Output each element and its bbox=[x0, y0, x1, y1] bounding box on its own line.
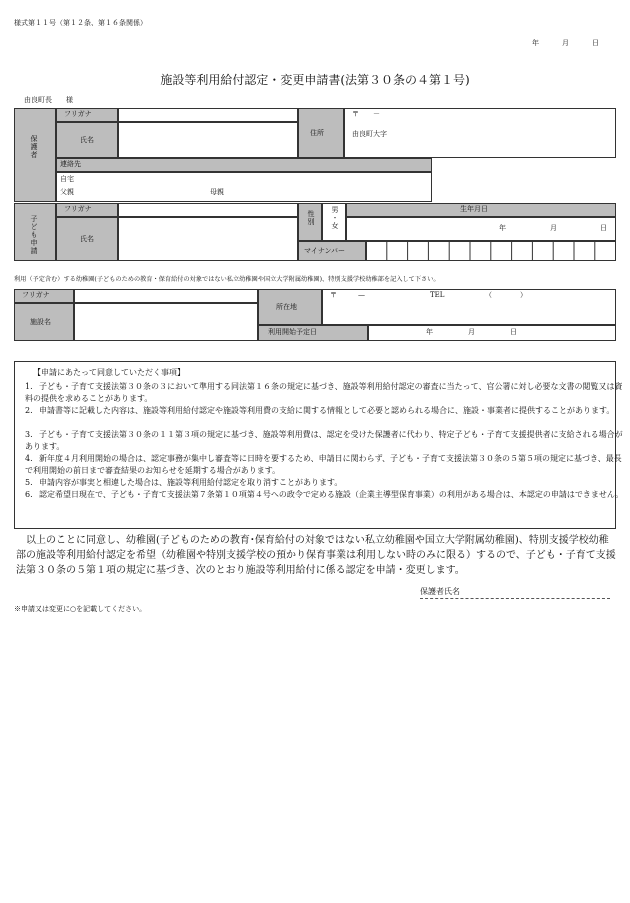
footnote: ※申請又は変更に○を記載してください。 bbox=[14, 605, 147, 613]
birth-day: 日 bbox=[600, 224, 607, 232]
father-phone-label: 父親 bbox=[60, 188, 74, 196]
birth-month: 月 bbox=[550, 224, 557, 232]
child-furigana-label: フリガナ bbox=[64, 205, 92, 213]
signature-line[interactable] bbox=[420, 588, 610, 599]
consent-item-text: 認定希望日現在で、子ども・子育て支援法第７条第１０項第４号への政令で定める施設（企業主導型保育事業）の利用がある場合は、本認定の申請はできません。 bbox=[39, 490, 624, 499]
home-phone-label: 自宅 bbox=[60, 175, 74, 183]
start-date-label: 利用開始予定日 bbox=[268, 328, 317, 336]
contact-field[interactable] bbox=[56, 172, 432, 202]
date-year: 年 bbox=[532, 39, 539, 47]
mother-phone-label: 母親 bbox=[210, 188, 224, 196]
child-name-label: 氏名 bbox=[80, 235, 94, 243]
gender-label: 性別 bbox=[307, 210, 315, 226]
facility-furigana-label: フリガナ bbox=[22, 291, 50, 299]
consent-item-text: 新年度４月利用開始の場合は、認定事務が集中し審査等に日時を要するため、申請日に関わらず、子ども・子育て支援法第３０条の５第５項の規定に基づき、最長で利用開始の前日まで審査結果のお知らせを延期する場合があります。 bbox=[25, 454, 622, 475]
form-number: 様式第１１号（第１２条、第１６条関係） bbox=[14, 19, 147, 27]
consent-item-number: 5. bbox=[25, 478, 33, 487]
declaration-text: 以上のことに同意し、幼稚園(子どものための教育･保育給付の対象ではない私立幼稚園や国立大学附属幼稚園)、特別支援学校幼稚部の施設等利用給付認定を希望（幼稚園や特別支援学校の預かり保育事業は利用しない時のみに限る）するので、子ども・子育て支援法第３０条の５第１項の規定に基づき、次のとおり施設等利用給付に係る認定を申請・変更します。 bbox=[16, 535, 616, 576]
consent-item-number: 4. bbox=[25, 454, 33, 463]
start-day: 日 bbox=[510, 328, 517, 336]
location-field[interactable] bbox=[322, 289, 616, 325]
consent-item-number: 6. bbox=[25, 490, 33, 499]
my-number-digit-grid bbox=[366, 241, 616, 261]
consent-item-text: 申請内容が事実と相違した場合は、施設等利用給付認定を取り消すことがあります。 bbox=[39, 478, 343, 487]
birthdate-label: 生年月日 bbox=[460, 205, 488, 213]
addressee: 由良町長 様 bbox=[24, 96, 73, 104]
start-date-field[interactable] bbox=[368, 325, 616, 341]
child-section-label: 子ども申請 bbox=[30, 215, 38, 255]
consent-item bbox=[25, 453, 625, 477]
start-month: 月 bbox=[468, 328, 475, 336]
consent-item bbox=[25, 381, 625, 405]
consent-item bbox=[25, 429, 625, 453]
child-name-field[interactable] bbox=[118, 217, 298, 261]
tel-label: TEL bbox=[430, 291, 445, 299]
guardian-furigana-field[interactable] bbox=[118, 108, 298, 122]
guardian-section-label: 保護者 bbox=[30, 135, 38, 159]
guardian-furigana-label: フリガナ bbox=[64, 110, 92, 118]
consent-item-text: 子ども・子育て支援法第３０条の１１第３項の規定に基づき、施設等利用費は、認定を受けた保護者に代わり、特定子ども・子育て支援提供者に支給される場合があります。 bbox=[25, 430, 623, 451]
birthdate-field[interactable] bbox=[346, 217, 616, 241]
my-number-label: マイナンバー bbox=[304, 247, 346, 255]
date-day: 日 bbox=[592, 39, 599, 47]
facility-name-label: 施設名 bbox=[30, 318, 51, 326]
consent-box bbox=[14, 361, 624, 529]
start-year: 年 bbox=[426, 328, 433, 336]
contact-label: 連絡先 bbox=[60, 160, 81, 168]
location-postal: 〒 — bbox=[330, 291, 365, 299]
facility-name-field[interactable] bbox=[74, 303, 258, 341]
guardian-name-label: 氏名 bbox=[80, 136, 94, 144]
consent-item-text: 子ども・子育て支援法第３０条の３において準用する同法第１６条の規定に基づき、施設等利用給付認定の審査に当たって、官公署に対し必要な文書の閲覧又は資料の提供を求めることがあります。 bbox=[25, 382, 623, 403]
date-month: 月 bbox=[562, 39, 569, 47]
facility-note: 利用（予定含む）する幼稚園(子どものための教育・保育給付の対象ではない私立幼稚園や国立大学附属幼稚園)、特別支援学校幼稚部を記入して下さい。 bbox=[14, 276, 440, 283]
birth-year: 年 bbox=[499, 224, 506, 232]
guardian-name-field[interactable] bbox=[118, 122, 298, 158]
consent-item bbox=[25, 405, 625, 417]
address-postal: 〒 － bbox=[352, 110, 380, 118]
consent-item-number: 2. bbox=[25, 406, 33, 415]
child-furigana-field[interactable] bbox=[118, 203, 298, 217]
tel-parens: （ ） bbox=[485, 291, 527, 299]
signature-label: 保護者氏名 bbox=[420, 587, 460, 596]
consent-item-number: 3. bbox=[25, 430, 33, 439]
page-title: 施設等利用給付認定・変更申請書(法第３０条の４第１号) bbox=[160, 73, 470, 87]
consent-item bbox=[25, 489, 625, 501]
consent-item-number: 1. bbox=[25, 382, 33, 391]
consent-heading: 【申請にあたって同意していただく事項】 bbox=[33, 368, 185, 377]
consent-item-text: 申請書等に記載した内容は、施設等利用給付認定や施設等利用費の支給に関する情報として必要と認められる場合に、施設・事業者に提供することがあります。 bbox=[39, 406, 615, 415]
facility-furigana-field[interactable] bbox=[74, 289, 258, 303]
address-value: 由良町大字 bbox=[352, 130, 387, 138]
gender-options: 男・女 bbox=[331, 206, 339, 230]
address-label: 住所 bbox=[310, 129, 324, 137]
consent-item bbox=[25, 477, 625, 489]
location-label: 所在地 bbox=[276, 303, 297, 311]
